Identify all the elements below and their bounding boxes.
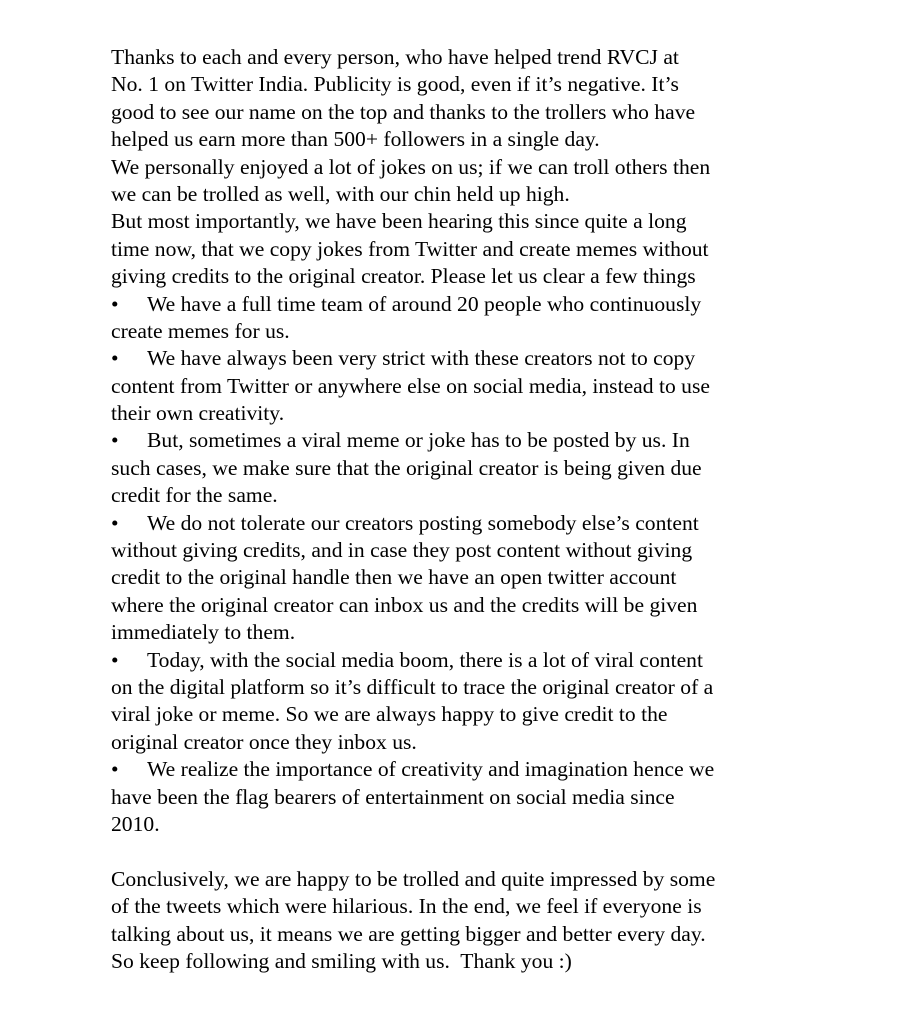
bullet-list: [111, 291, 826, 839]
text-line: We personally enjoyed a lot of jokes on us; if we can troll others then: [111, 154, 711, 179]
text-line: viral joke or meme. So we are always happy to give credit to the: [111, 702, 668, 727]
text-line: helped us earn more than 500+ followers in a single day.: [111, 127, 600, 152]
text-line: 2010.: [111, 811, 160, 836]
text-line: we can be trolled as well, with our chin held up high.: [111, 181, 570, 206]
text-line: But most importantly, we have been hearing this since quite a long: [111, 209, 687, 234]
text-line: So keep following and smiling with us. Thank you :): [111, 948, 572, 973]
bullet-icon: •: [111, 647, 119, 672]
bullet-item: [111, 345, 826, 427]
bullet-text: We have always been very strict with these creators not to copy: [147, 346, 696, 371]
text-line: immediately to them.: [111, 620, 296, 645]
bullet-item: [111, 756, 826, 838]
bullet-text: We do not tolerate our creators posting somebody else’s content: [147, 510, 699, 535]
text-line: content from Twitter or anywhere else on social media, instead to use: [111, 373, 710, 398]
bullet-text: Today, with the social media boom, there is a lot of viral content: [147, 647, 703, 672]
bullet-item: [111, 291, 826, 346]
bullet-text: We have a full time team of around 20 people who continuously: [147, 291, 702, 316]
text-line: Conclusively, we are happy to be trolled and quite impressed by some: [111, 866, 716, 891]
paragraph-spacer: [111, 838, 826, 865]
text-line: good to see our name on the top and thanks to the trollers who have: [111, 99, 696, 124]
text-line: without giving credits, and in case they post content without giving: [111, 538, 693, 563]
bullet-item: [111, 510, 826, 647]
text-line: of the tweets which were hilarious. In the end, we feel if everyone is: [111, 894, 702, 919]
bullet-icon: •: [111, 428, 119, 453]
text-line: No. 1 on Twitter India. Publicity is good, even if it’s negative. It’s: [111, 72, 679, 97]
bullet-item: [111, 647, 826, 757]
text-line: their own creativity.: [111, 401, 285, 426]
text-line: credit for the same.: [111, 483, 278, 508]
bullet-icon: •: [111, 346, 119, 371]
text-line: talking about us, it means we are getting bigger and better every day.: [111, 921, 706, 946]
bullet-icon: •: [111, 757, 119, 782]
text-line: credit to the original handle then we have an open twitter account: [111, 565, 677, 590]
text-line: giving credits to the original creator. Please let us clear a few things: [111, 264, 696, 289]
bullet-item: [111, 427, 826, 509]
text-line: Thanks to each and every person, who have helped trend RVCJ at: [111, 45, 679, 69]
text-line: have been the flag bearers of entertainment on social media since: [111, 784, 675, 809]
text-line: create memes for us.: [111, 318, 290, 343]
text-line: such cases, we make sure that the original creator is being given due: [111, 455, 702, 480]
bullet-text: But, sometimes a viral meme or joke has to be posted by us. In: [147, 428, 690, 453]
bullet-icon: •: [111, 510, 119, 535]
conclusion-paragraph: [111, 866, 826, 976]
text-line: on the digital platform so it’s difficult to trace the original creator of a: [111, 674, 714, 699]
text-line: where the original creator can inbox us and the credits will be given: [111, 592, 698, 617]
bullet-icon: •: [111, 291, 119, 316]
text-line: original creator once they inbox us.: [111, 729, 417, 754]
intro-paragraph: [111, 44, 826, 291]
statement-document: [111, 44, 826, 975]
text-line: time now, that we copy jokes from Twitter and create memes without: [111, 236, 709, 261]
bullet-text: We realize the importance of creativity and imagination hence we: [147, 757, 715, 782]
